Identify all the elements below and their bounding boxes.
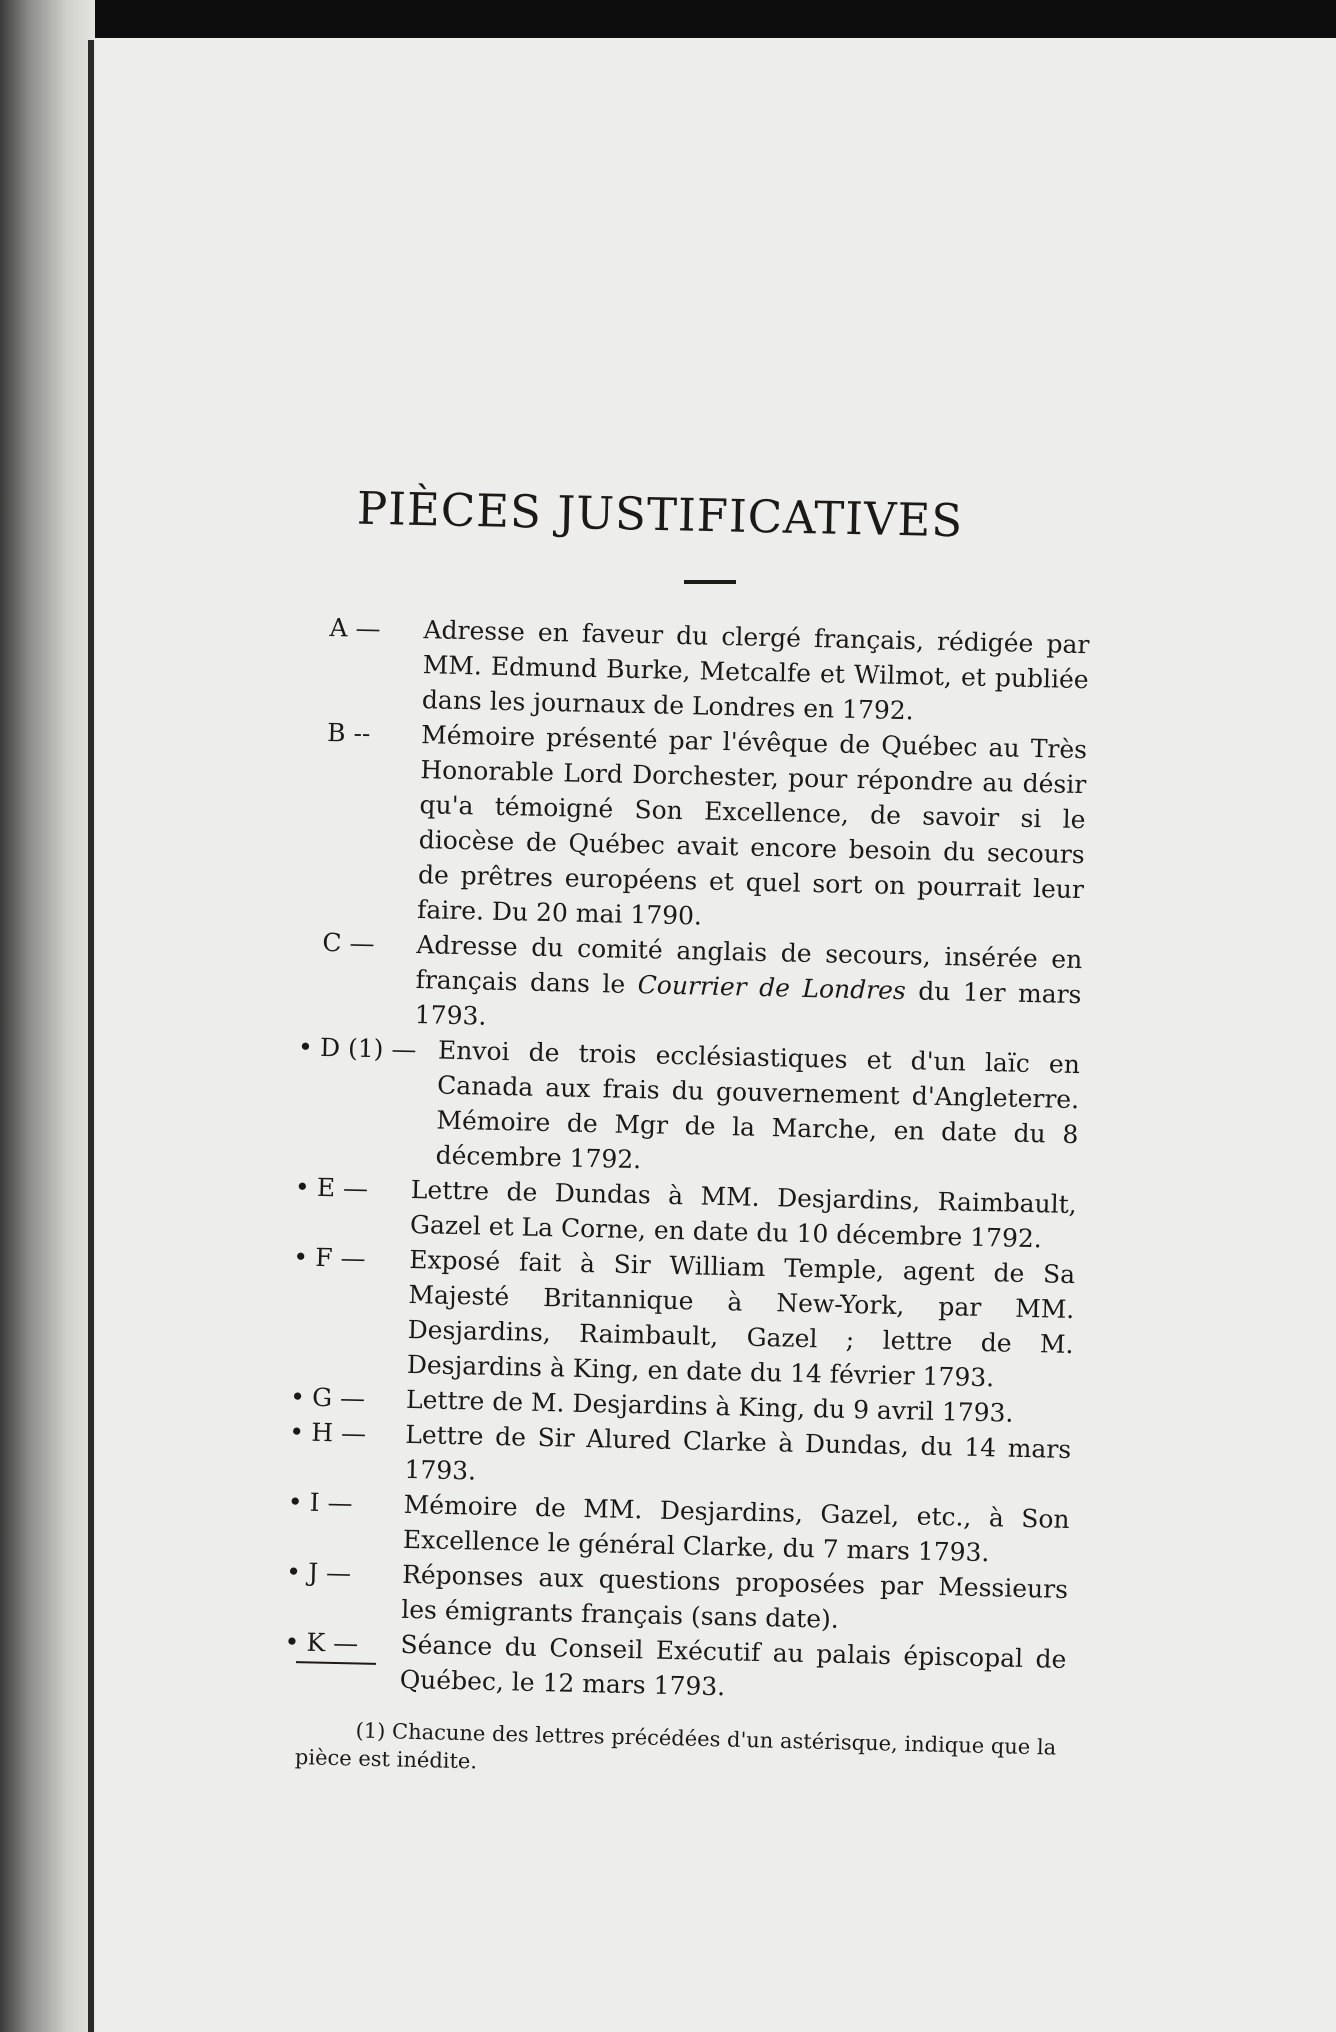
asterisk-marker: • — [294, 1172, 310, 1202]
footnote: (1) Chacune des lettres précédées d'un astérisque, indique que la pièce est inédite. — [294, 1718, 1057, 1774]
entries-list — [284, 610, 1090, 1712]
list-item — [328, 610, 1090, 732]
asterisk-marker: • — [284, 1627, 300, 1657]
entry-label: F — — [314, 1242, 366, 1273]
entry-label: A — — [329, 612, 381, 644]
asterisk-marker: • — [292, 1242, 309, 1272]
entry-text: Adresse du comité anglais de secours, insérée en français dans le — [415, 930, 1083, 1000]
entry-text: Séance du Conseil Exécutif au palais épiscopal de Québec, le 12 mars 1793. — [399, 1629, 1067, 1702]
entry-label: K — — [306, 1627, 359, 1658]
asterisk-marker: • — [287, 1487, 303, 1517]
entry-text: Envoi de trois ecclésiastiques et d'un laïc en Canada aux frais du gouvernement d'Angleterre. Mémoire de Mgr de la Marche, en date du 8 décembre 1792. — [435, 1035, 1081, 1175]
entry-text: Mémoire de MM. Desjardins, Gazel, etc., à Son Excellence le général Clarke, du 7 mars 1793. — [402, 1489, 1070, 1568]
entry-label: I — — [309, 1487, 353, 1518]
entry-italic-title: Courrier de Londres — [637, 970, 907, 1006]
entry-text: Mémoire présenté par l'évêque de Québec au Très Honorable Lord Dorchester, pour répondre au désir qu'a témoigné Son Excellence, de savoir si le diocèse de Québec avait encore besoin du secours de prêtres européens et quel sort on pourrait leur faire. Du 20 mai 1790. — [416, 720, 1088, 931]
entry-label: B -- — [326, 717, 371, 748]
entry-text: Lettre de Dundas à MM. Desjardins, Raimbault, Gazel et La Corne, en date du 10 décembre 1792. — [409, 1174, 1078, 1254]
list-item — [323, 715, 1088, 942]
asterisk-marker: • — [285, 1557, 302, 1587]
entry-text: Exposé fait à Sir William Temple, agent de Sa Majesté Britannique à New-York, par MM. Desjardins, Raimbault, Gazel ; lettre de M. Desjardins à King, en date du 14 février 1793. — [406, 1244, 1076, 1393]
entry-text: Lettre de Sir Alured Clarke à Dundas, du 14 mars 1793. — [404, 1419, 1072, 1486]
entry-label: D (1) — — [319, 1032, 417, 1065]
entry-label: G — — [311, 1382, 366, 1413]
asterisk-marker: • — [289, 1417, 305, 1447]
list-item — [320, 925, 1082, 1047]
entry-label: C — — [322, 927, 375, 959]
entry-label: J — — [307, 1557, 352, 1588]
title-divider — [684, 580, 736, 584]
list-item — [297, 1030, 1081, 1187]
asterisk-marker: • — [289, 1382, 306, 1412]
entry-text: Réponses aux questions proposées par Messieurs les émigrants français (sans date). — [401, 1559, 1069, 1634]
entry-text: Adresse en faveur du clergé français, rédigée par MM. Edmund Burke, Metcalfe et Wilmot, et publiée dans les journaux de Londres en 1792. — [421, 615, 1090, 726]
asterisk-marker: • — [297, 1032, 314, 1062]
page-gutter-shadow — [88, 40, 94, 2032]
entry-label: H — — [311, 1417, 367, 1449]
entry-text: du 1er mars 1793. — [414, 976, 1082, 1031]
entry-label: E — — [316, 1172, 369, 1204]
list-item — [292, 1240, 1076, 1397]
page-title: PIÈCES JUSTIFICATIVES — [356, 481, 964, 548]
entry-text: Lettre de M. Desjardins à King, du 9 avril 1793. — [405, 1384, 1014, 1428]
book-spine-edge — [0, 0, 95, 2032]
